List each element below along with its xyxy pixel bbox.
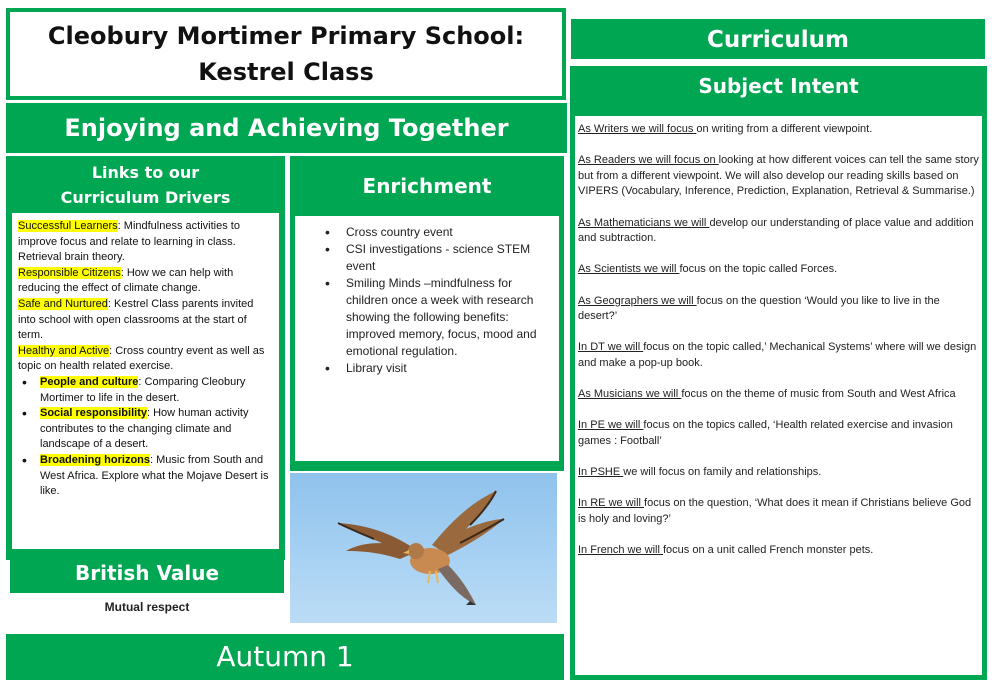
driver-bullet-key: Broadening horizons [40,453,150,466]
enrichment-item: • Smiling Minds –mindfulness for children once a week with research showing the following benefits: improved memory, focus, mood and emotional regulation. [303,275,551,360]
intent-text: focus on the topic called Forces. [679,263,838,276]
drivers-heading-line1: Links to our [91,162,200,182]
enrichment-item: • Library visit [303,360,551,377]
intent-row [578,387,980,403]
driver-item [18,344,273,375]
drivers-heading-line2: Curriculum Drivers [60,187,231,207]
intent-text: focus on a unit called French monster pets. [662,544,874,557]
driver-text: : Mindfulness activities to improve focus and relate to learning in class. Retrieval brain theory. [18,220,240,264]
class-name: Kestrel Class [198,58,374,86]
intent-row [578,153,980,200]
enrichment-panel [290,156,564,471]
driver-bullet-text: : Comparing Cleobury Mortimer to life in the desert. [40,375,246,404]
intent-lead: As Readers we will focus on [578,154,719,167]
driver-key: Successful Learners [18,220,118,232]
subject-intent-body [575,116,982,675]
title-inner [10,12,562,96]
intent-row [578,216,980,247]
driver-key: Responsible Citizens [18,266,121,279]
curriculum-heading: Curriculum [571,19,985,59]
intent-text: we will focus on family and relationships. [623,466,822,479]
intent-text: focus on the theme of music from South and West Africa [681,388,956,401]
intent-text: focus on the topic called,’ Mechanical Systems’ where will we design and make a pop-up book. [578,341,977,369]
intent-lead: As Geographers we will [578,294,697,307]
intent-row [578,122,980,138]
intent-row [578,496,980,527]
driver-item [18,219,273,266]
intent-text: on writing from a different viewpoint. [696,123,873,135]
intent-lead: As Writers we will focus [578,123,697,135]
driver-text: : How we can help with reducing the effect of climate change. [18,266,234,295]
driver-bullet [18,453,273,500]
curriculum-drivers-body [12,213,279,549]
driver-text: : Cross country event as well as topic on health related exercise. [18,344,265,373]
enrichment-item: • CSI investigations - science STEM event [303,241,551,275]
curriculum-drivers-panel [6,156,285,560]
driver-bullet-list [18,375,273,500]
intent-row [578,418,980,449]
driver-bullet [18,406,273,453]
intent-lead: In DT we will [578,341,644,354]
intent-lead: As Musicians we will [578,388,682,401]
curriculum-drivers-heading [12,156,279,213]
intent-row [578,340,980,371]
driver-bullet-key: People and culture [40,375,139,388]
intent-row [578,465,980,481]
driver-key: Safe and Nurtured [18,297,108,310]
title-box [6,8,566,100]
intent-text: focus on the topics called, ‘Health related exercise and invasion games : Football’ [578,419,953,447]
intent-text: looking at how different voices can tell the same story but from a different viewpoint. We will also develop our reading skills based on VIPERS (Vocabulary, Inference, Prediction, Explanation, Retrieval & Summarise.) [578,154,979,198]
enrichment-body [295,216,559,461]
driver-text: : Kestrel Class parents invited into school with open classrooms at the start of term. [18,297,254,342]
intent-row [578,262,980,278]
intent-text: develop our understanding of place value and addition and subtraction. [578,216,974,245]
school-name: Cleobury Mortimer Primary School: [47,22,525,50]
enrichment-heading: Enrichment [362,174,492,198]
enrichment-item: • Cross country event [303,224,551,241]
kestrel-photo [290,473,557,623]
intent-text: focus on the question ‘Would you like to live in the desert?’ [578,294,940,323]
subject-intent-panel [570,66,987,680]
driver-key: Healthy and Active [18,344,110,357]
enrichment-list [303,224,551,377]
intent-row [578,294,980,325]
intent-lead: In French we will [578,544,663,557]
driver-item [18,297,273,344]
driver-bullet-text: : Music from South and West Africa. Explore what the Mojave Desert is like. [40,453,269,498]
british-value-heading: British Value [10,553,284,593]
british-value-text: Mutual respect [104,600,190,614]
subject-intent-heading: Subject Intent [698,74,859,98]
intent-lead: In PE we will [578,419,644,432]
term-banner: Autumn 1 [6,634,564,680]
intent-lead: As Mathematicians we will [578,216,710,229]
kestrel-illustration [290,473,557,623]
intent-row [578,543,980,559]
driver-bullet [18,375,273,406]
intent-lead: As Scientists we will [578,263,680,276]
driver-bullet-key: Social responsibility [40,407,147,420]
driver-item [18,266,273,297]
intent-lead: In RE we will [578,497,645,510]
motto-banner: Enjoying and Achieving Together [6,103,567,153]
intent-text: focus on the question, ‘What does it mean if Christians believe God is holy and loving?’ [578,497,972,525]
intent-lead: In PSHE [578,466,624,479]
driver-bullet-text: : How human activity contributes to the changing climate and landscape of a desert. [40,407,249,451]
